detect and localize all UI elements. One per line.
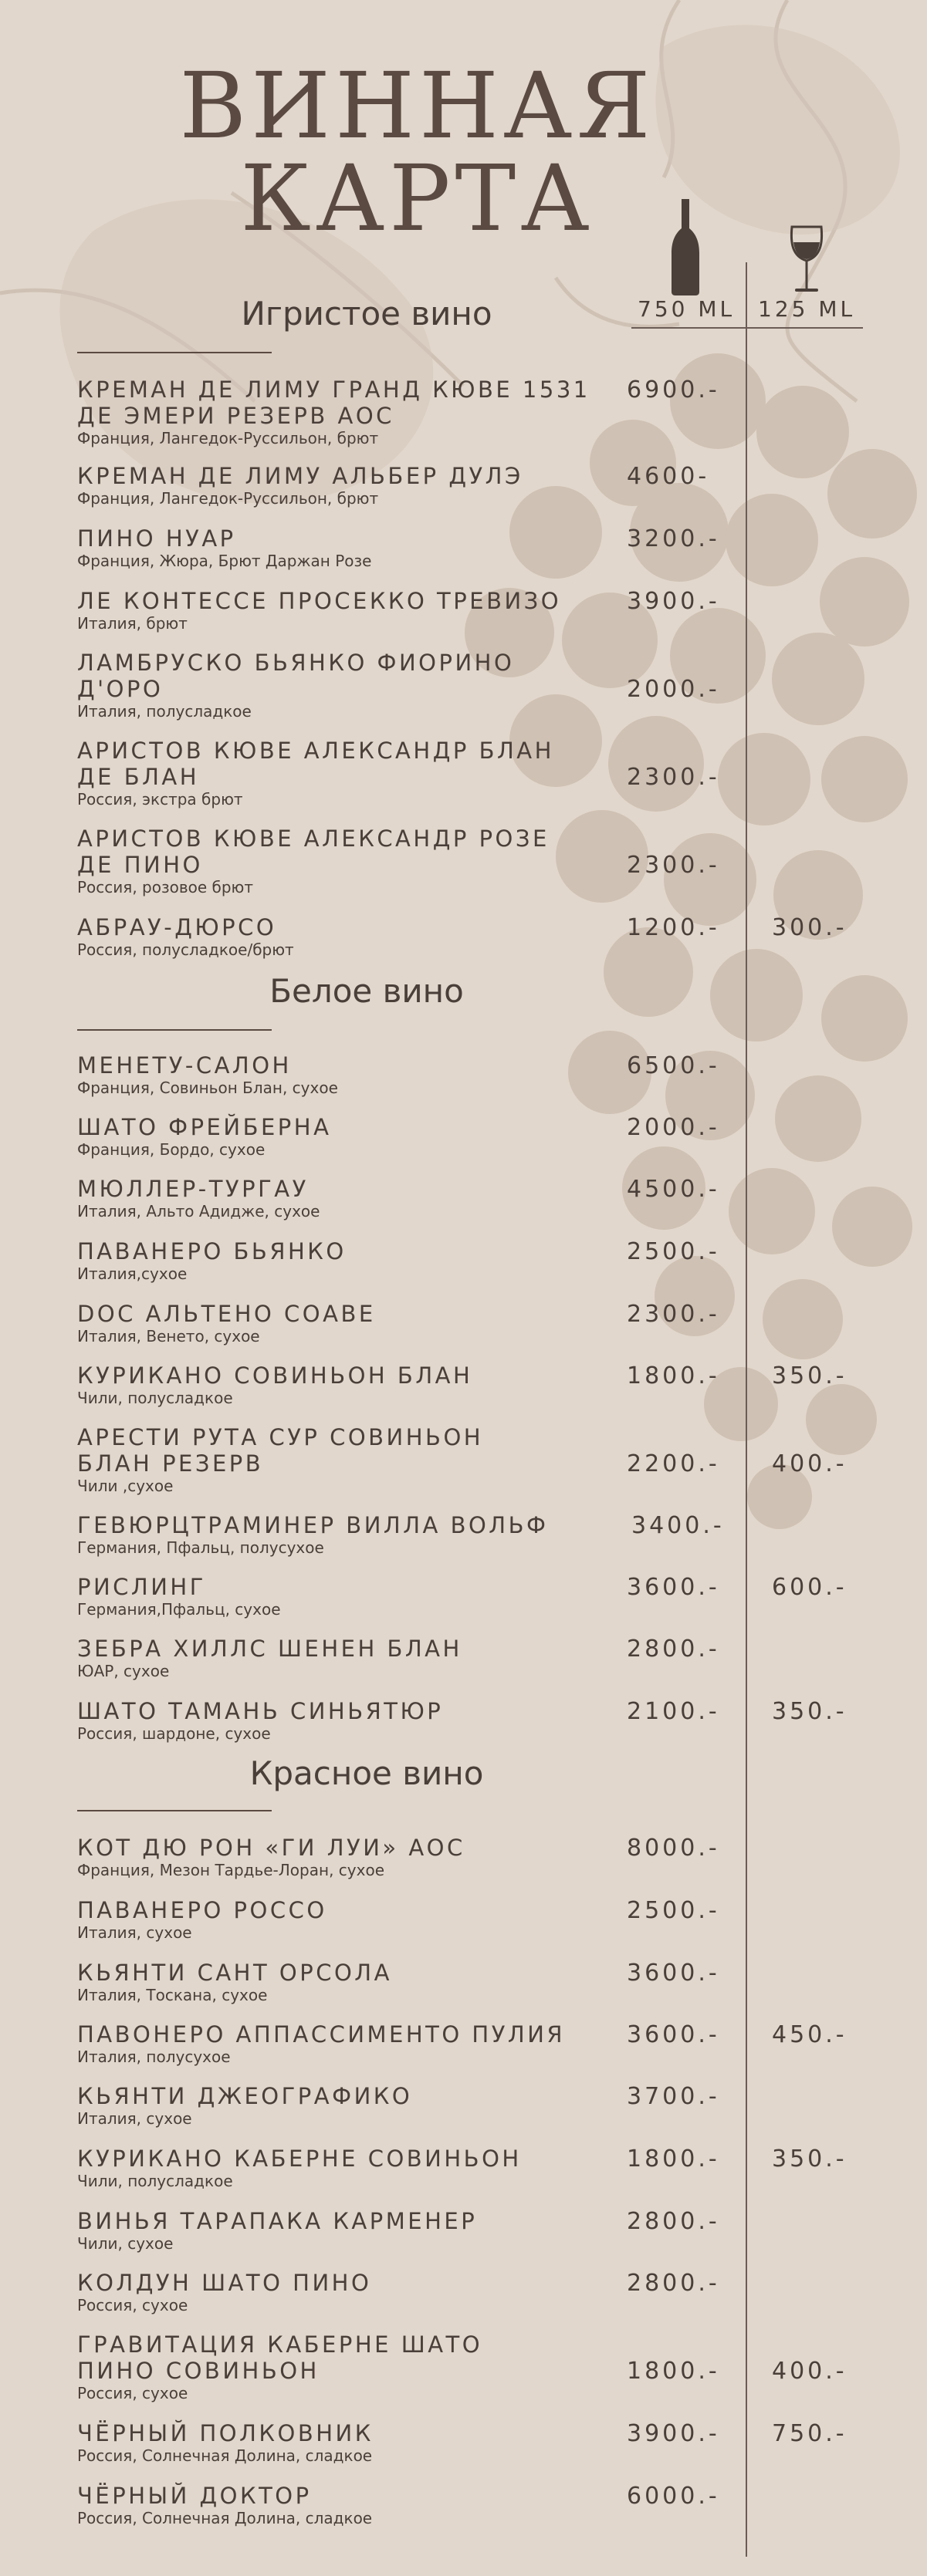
wine-name: КОЛДУН ШАТО ПИНО [77,2270,372,2296]
wine-item [77,1698,602,1743]
wine-item [77,738,602,809]
price-750ml: 3600.- [627,1960,720,1987]
price-750ml: 2800.- [627,1636,720,1663]
wine-description: Франция, Мезон Тардье-Лоран, сухое [77,1861,384,1879]
price-125ml: 350.- [772,1362,847,1389]
wine-item [77,914,602,959]
wine-description: Россия, полусладкое/брют [77,940,294,959]
price-750ml: 1200.- [627,914,720,941]
column-header-125ml: 125 ML [758,296,856,322]
section-title-red: Красное вино [249,1754,484,1792]
wine-item [77,2331,602,2402]
wine-description: Италия, Альто Адидже, сухое [77,1202,320,1220]
wine-name: ВИНЬЯ ТАРАПАКА КАРМЕНЕР [77,2208,478,2234]
wine-item [77,825,602,896]
wine-name: ЧЁРНЫЙ ПОЛКОВНИК [77,2420,374,2446]
wine-glass-icon [789,225,824,295]
price-750ml: 2000.- [627,1114,720,1141]
wine-description: Италия, брют [77,614,188,633]
price-125ml: 400.- [772,2358,847,2385]
wine-name: КОТ ДЮ РОН «ГИ ЛУИ» АОС [77,1835,465,1861]
price-750ml: 3900.- [627,2420,720,2447]
price-750ml: 1800.- [627,2146,720,2173]
price-750ml: 3200.- [627,525,720,552]
wine-item [77,2420,602,2465]
wine-description: Франция, Жюра, Брют Даржан Розе [77,552,372,570]
wine-item [77,376,602,447]
price-750ml: 1800.- [627,2358,720,2385]
wine-description: Чили, полусладкое [77,2172,233,2190]
wine-description: Франция, Бордо, сухое [77,1140,266,1159]
wine-name: DOC АЛЬТЕНО СОАВЕ [77,1301,376,1327]
wine-item [77,1835,602,1879]
wine-item [77,650,602,721]
column-divider [746,262,747,2557]
wine-name: АРЕСТИ РУТА СУР СОВИНЬОН БЛАН РЕЗЕРВ [77,1424,484,1477]
wine-name: ГРАВИТАЦИЯ КАБЕРНЕ ШАТО ПИНО СОВИНЬОН [77,2331,483,2384]
wine-item [77,1362,602,1407]
wine-item [77,1052,602,1097]
wine-description: Россия, сухое [77,2384,188,2402]
wine-name: КРЕМАН ДЕ ЛИМУ ГРАНД КЮВЕ 1531 ДЕ ЭМЕРИ РЕЗЕРВ АОС [77,376,590,429]
wine-description: Германия, Пфальц, полусухое [77,1538,324,1557]
wine-description: Италия, полусухое [77,2048,231,2066]
price-125ml: 300.- [772,914,847,941]
price-750ml: 1800.- [627,1362,720,1389]
wine-description: Россия, Солнечная Долина, сладкое [77,2446,373,2465]
wine-item [77,2483,602,2527]
wine-description: Россия, шардоне, сухое [77,1724,271,1743]
wine-description: Россия, розовое брют [77,878,254,896]
wine-name: АБРАУ-ДЮРСО [77,914,277,940]
wine-name: ЧЁРНЫЙ ДОКТОР [77,2483,312,2509]
wine-description: Германия,Пфальц, сухое [77,1600,281,1619]
price-750ml: 3400.- [631,1512,725,1539]
price-750ml: 6000.- [627,2483,720,2510]
wine-name: АРИСТОВ КЮВЕ АЛЕКСАНДР РОЗЕ ДЕ ПИНО [77,825,550,878]
wine-description: Италия,сухое [77,1264,188,1283]
section-title-white: Белое вино [269,972,464,1010]
wine-bottle-icon [670,199,701,295]
wine-name: ШАТО ФРЕЙБЕРНА [77,1114,332,1140]
wine-description: ЮАР, сухое [77,1662,170,1680]
price-125ml: 350.- [772,1698,847,1725]
price-750ml: 6900.- [627,376,720,403]
wine-description: Чили, сухое [77,2234,174,2253]
price-750ml: 3700.- [627,2083,720,2110]
wine-item [77,1636,602,1680]
price-750ml: 3600.- [627,2021,720,2048]
price-125ml: 450.- [772,2021,847,2048]
price-750ml: 2300.- [627,764,720,791]
wine-item [77,1238,602,1283]
wine-description: Россия, сухое [77,2296,188,2314]
wine-item [77,525,602,570]
section-title-sparkling: Игристое вино [241,295,492,333]
wine-name: КЬЯНТИ САНТ ОРСОЛА [77,1960,392,1986]
wine-description: Италия, полусладкое [77,702,252,721]
section-rule [77,1029,272,1031]
wine-name: КУРИКАНО СОВИНЬОН БЛАН [77,1362,473,1389]
wine-description: Франция, Совиньон Блан, сухое [77,1079,338,1097]
wine-name: ПИНО НУАР [77,525,236,552]
wine-item [77,1512,602,1557]
wine-name: ПАВОНЕРО АППАССИМЕНТО ПУЛИЯ [77,2021,566,2048]
wine-name: АРИСТОВ КЮВЕ АЛЕКСАНДР БЛАН ДЕ БЛАН [77,738,554,790]
wine-name: ЛЕ КОНТЕССЕ ПРОСЕККО ТРЕВИЗО [77,588,562,614]
price-750ml: 4600- [627,463,710,490]
wine-description: Чили ,сухое [77,1477,174,1495]
wine-item [77,1176,602,1220]
wine-name: ШАТО ТАМАНЬ СИНЬЯТЮР [77,1698,444,1724]
wine-item [77,1960,602,2004]
menu-title-line1: ВИННАЯ [179,52,655,159]
price-750ml: 2100.- [627,1698,720,1725]
price-125ml: 350.- [772,2146,847,2173]
price-750ml: 2500.- [627,1238,720,1265]
wine-name: ЗЕБРА ХИЛЛС ШЕНЕН БЛАН [77,1636,462,1662]
wine-description: Италия, Венето, сухое [77,1327,260,1345]
price-750ml: 2800.- [627,2270,720,2297]
wine-description: Италия, сухое [77,2109,192,2128]
price-750ml: 2300.- [627,1301,720,1328]
wine-name: ГЕВЮРЦТРАМИНЕР ВИЛЛА ВОЛЬФ [77,1512,549,1538]
wine-name: КРЕМАН ДЕ ЛИМУ АЛЬБЕР ДУЛЭ [77,463,523,489]
wine-description: Франция, Лангедок-Руссильон, брют [77,489,379,508]
price-750ml: 2800.- [627,2208,720,2235]
wine-item [77,2146,602,2190]
section-rule [77,1810,272,1811]
price-125ml: 400.- [772,1450,847,1477]
price-750ml: 3900.- [627,588,720,615]
price-750ml: 4500.- [627,1176,720,1203]
wine-name: ПАВАНЕРО РОССО [77,1897,327,1923]
menu-title-line2: КАРТА [240,145,594,252]
price-750ml: 6500.- [627,1052,720,1079]
section-rule [77,352,272,353]
wine-description: Россия, экстра брют [77,790,243,809]
price-125ml: 750.- [772,2420,847,2447]
wine-item [77,2083,602,2128]
wine-item [77,2021,602,2066]
wine-name: КЬЯНТИ ДЖЕОГРАФИКО [77,2083,413,2109]
wine-description: Чили, полусладкое [77,1389,233,1407]
wine-item [77,1114,602,1159]
column-header-750ml: 750 ML [638,296,736,322]
wine-name: ЛАМБРУСКО БЬЯНКО ФИОРИНО Д'ОРО [77,650,515,702]
wine-item [77,1574,602,1619]
wine-description: Россия, Солнечная Долина, сладкое [77,2509,373,2527]
wine-description: Италия, сухое [77,1923,192,1942]
price-750ml: 2200.- [627,1450,720,1477]
wine-item [77,2270,602,2314]
wine-item [77,463,602,508]
price-125ml: 600.- [772,1574,847,1601]
wine-name: МЕНЕТУ-САЛОН [77,1052,292,1079]
price-750ml: 3600.- [627,1574,720,1601]
wine-item [77,1897,602,1942]
wine-name: КУРИКАНО КАБЕРНЕ СОВИНЬОН [77,2146,522,2172]
wine-description: Италия, Тоскана, сухое [77,1986,268,2004]
wine-item [77,2208,602,2253]
wine-name: ПАВАНЕРО БЬЯНКО [77,1238,347,1264]
wine-name: РИСЛИНГ [77,1574,206,1600]
price-750ml: 8000.- [627,1835,720,1862]
wine-description: Франция, Лангедок-Руссильон, брют [77,429,379,447]
wine-item [77,1424,602,1495]
price-750ml: 2500.- [627,1897,720,1924]
price-750ml: 2300.- [627,852,720,879]
wine-item [77,1301,602,1345]
wine-item [77,588,602,633]
wine-name: МЮЛЛЕР-ТУРГАУ [77,1176,309,1202]
price-750ml: 2000.- [627,676,720,703]
